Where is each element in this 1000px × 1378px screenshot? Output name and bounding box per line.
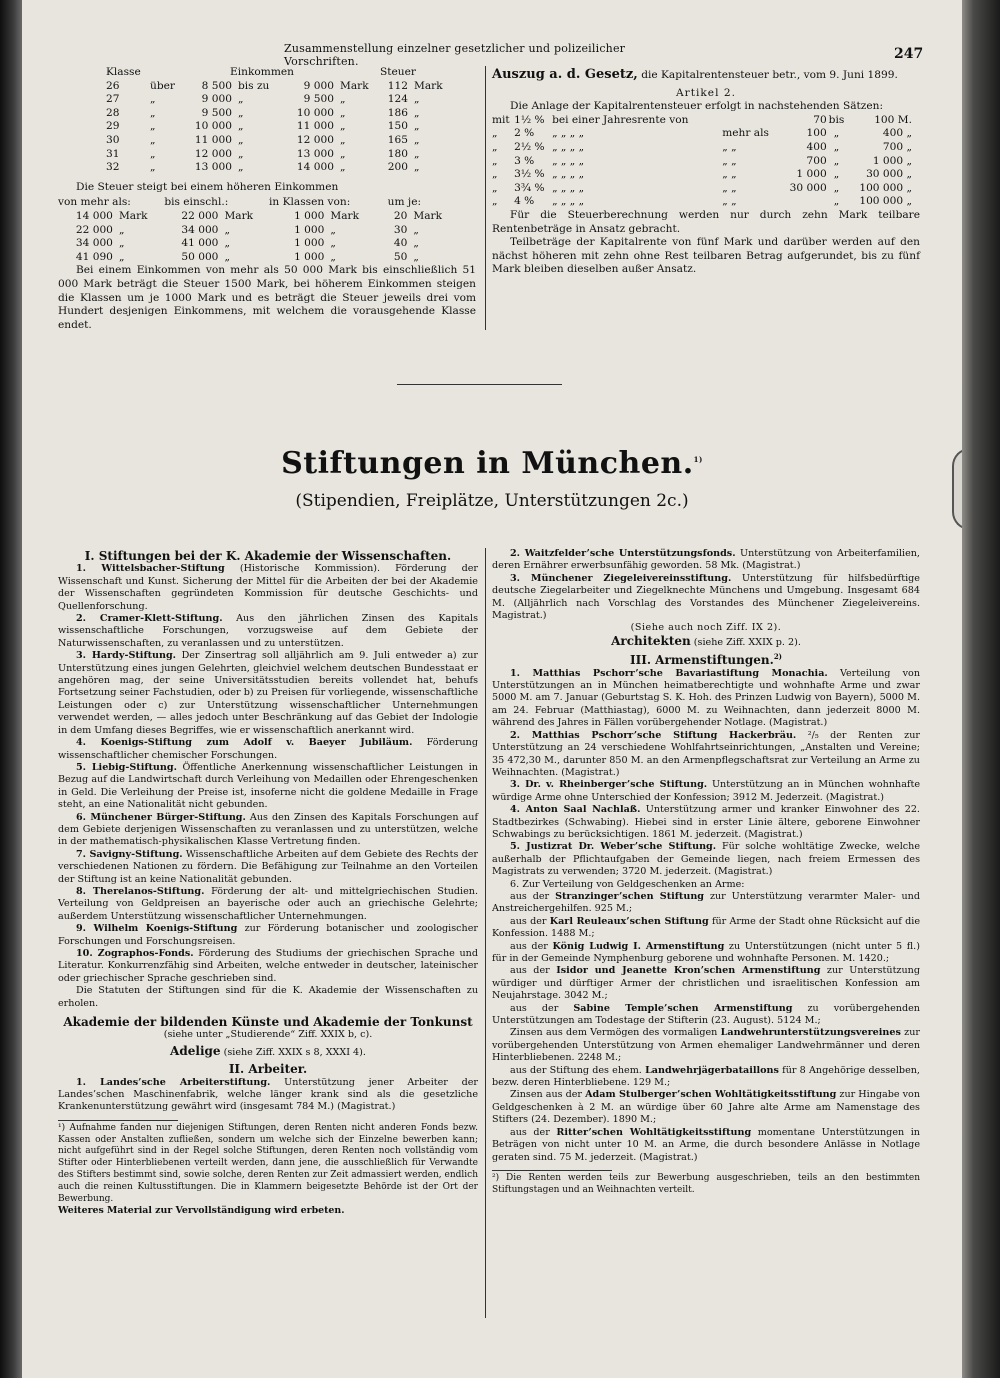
gift-source-prefix: aus der xyxy=(510,890,550,902)
foundation-description: Verteilung von Unterstützungen an in München heimatberechtigte und wohnhafte Arme und zwar 5000 M. am 7. Januar (Geburtstag S. K. Hoh. des Prinzen Ludwig von Bayern), 5000 M. am 24. Februar (Matthiastag), 6000 M. zu Weihnachten, dann jederzeit 8000 M. während des Jahres in Fällen vorübergehender Notlage. (Magistrat.) xyxy=(492,667,920,729)
section-heading-3 xyxy=(492,651,920,666)
tax-row xyxy=(106,148,448,162)
footnote-2: ²) Die Renten werden teils zur Bewerbung ausgeschrieben, teils an den bestimmten Stiftungstagen und an Weihnachten verteilt. xyxy=(492,1172,920,1195)
rise-cell: 50 xyxy=(393,250,408,263)
rate-row xyxy=(492,127,912,141)
rate-cell: „ xyxy=(833,127,840,140)
rate-cell: „ xyxy=(492,127,498,140)
rate-cell: 1 000 xyxy=(796,168,827,181)
footnote-1-closing: Weiteres Material zur Vervollständigung wird erbeten. xyxy=(58,1205,345,1217)
tax-cell: 10 000 xyxy=(194,120,232,133)
rate-cell: „ xyxy=(492,181,498,194)
rise-row xyxy=(58,210,458,224)
rate-cell: „ „ „ „ xyxy=(552,127,585,140)
rate-cell: 3 % xyxy=(514,154,535,167)
foundation-name: 9. Wilhelm Koenigs-Stiftung xyxy=(76,923,238,935)
tax-row xyxy=(106,107,448,121)
rise-cell: „ xyxy=(224,223,230,236)
foundation-entry xyxy=(492,548,920,573)
excerpt-title-rest: die Kapitalrentensteuer betr., vom 9. Juni 1899. xyxy=(641,69,898,81)
rise-cell: 41 000 xyxy=(181,237,219,250)
foundation-entry xyxy=(492,779,920,804)
rate-cell: 400 „ xyxy=(882,127,912,140)
excerpt-para-2: Teilbeträge der Kapitalrente von fünf Mark und darüber werden auf den nächst höheren mit zehn ohne Rest teilbaren Betrag aufgerundet, bis zu fünf Mark bleiben dieselben außer Ansatz. xyxy=(492,236,920,276)
foundation-description: Aus den jährlichen Zinsen des Kapitals wissenschaftliche Forschungen, vorzugsweise auf dem Gebiete der Naturwissenschaften, zu veranlassen und zu unterstützen. xyxy=(58,613,478,649)
foundation-entry xyxy=(58,886,478,923)
main-title xyxy=(22,446,962,481)
foundation-entry xyxy=(58,563,478,613)
tax-cell: 11 000 xyxy=(296,120,334,133)
gift-source-prefix: aus der xyxy=(510,940,548,952)
foundation-entry xyxy=(492,573,920,623)
adjacent-page-edge xyxy=(0,0,22,1378)
tax-cell: „ xyxy=(414,147,420,160)
footnote-1: ¹) Aufnahme fanden nur diejenigen Stiftungen, deren Renten nicht anderen Fonds bezw. Kassen oder Anstalten zufließen, sondern um welche sich der Einzelne bewerben kann; nicht aufgeführt sind in der Regel solche Stiftungen, deren Renten noch vollständig vom Stifter oder Hinterbliebenen verteilt werden, dann jene, die ausschließlich für Verwandte des Stifters bestimmt sind, sowie solche, deren Renten zur Zeit admassiert werden, endlich auch die reinen Kultusstiftungen. Die in Klammern beigesetzte Behörde ist der Ort der Bewerbung. xyxy=(58,1122,478,1204)
rise-cell: 40 xyxy=(393,237,408,250)
rise-cell: 50 000 xyxy=(181,250,219,263)
excerpt-title: Auszug a. d. Gesetz, xyxy=(492,67,638,82)
gift-source-entry xyxy=(492,941,920,966)
gift-source-prefix: Zinsen aus dem Vermögen des vormaligen xyxy=(510,1027,718,1039)
tax-cell: 150 xyxy=(387,120,408,133)
tax-row xyxy=(106,93,448,107)
foundation-entry xyxy=(58,812,478,849)
rise-cell: „ xyxy=(118,250,125,263)
tax-cell: „ xyxy=(340,93,346,106)
rise-cell: „ xyxy=(413,223,419,236)
rise-row xyxy=(58,251,458,265)
rise-cell: 1 000 xyxy=(294,223,325,236)
item-6-heading: 6. Zur Verteilung von Geldgeschenken an Arme: xyxy=(510,878,745,890)
foundation-description: Öffentliche Anerkennung wissenschaftlicher Leistungen in Bezug auf die Landwirtschaft durch Verleihung von Medaillen oder Ehrengeschenken in Geld. Die Verleihung der Preise ist, insoferne nicht die goldene Medaille in Frage steht, an eine Nationalität nicht gebunden. xyxy=(58,761,478,811)
rate-cell: „ „ xyxy=(722,168,737,181)
rise-header-um: um je: xyxy=(387,196,422,209)
tax-cell: 14 000 xyxy=(296,161,334,174)
rate-row xyxy=(492,114,912,128)
foundation-description: Unterstützung an in München wohnhafte würdige Arme ohne Unterschied der Konfession; 3912 M. Jederzeit. (Magistrat.) xyxy=(492,779,920,803)
rate-cell: „ „ „ „ xyxy=(552,181,585,194)
col-header-steuer: Steuer xyxy=(380,66,416,78)
foundation-entry xyxy=(58,923,478,948)
rise-cell: „ xyxy=(413,237,419,250)
tax-cell: „ xyxy=(414,93,420,106)
tax-cell: „ xyxy=(414,120,420,133)
rise-cell: „ xyxy=(224,237,230,250)
col-header-klasse: Klasse xyxy=(106,66,141,78)
tax-cell: 180 xyxy=(387,147,408,160)
rate-cell: 30 000 „ xyxy=(866,168,912,181)
foundation-entry xyxy=(58,737,478,762)
book-page xyxy=(22,0,962,1378)
tax-table-block xyxy=(58,66,476,332)
gift-source-text: zu Unterstützungen (nicht unter 5 fl.) für in der Gemeinde Nymphenburg geborene und wohnhafte Personen. M. 1420.; xyxy=(492,940,920,964)
gift-source-text: für 8 Angehörige desselben, bezw. deren Hinterbliebene. 129 M.; xyxy=(492,1064,920,1089)
rate-cell: „ „ „ „ xyxy=(552,168,585,181)
foundation-description: ²/₅ der Renten zur Unterstützung an 24 verschiedene Wohlfahrtseinrichtungen, „Anstalten und Vereine; 35 472,30 M., darunter 850 M. an den Armenpflegschaftsrat zur Verteilung an Arme zu Weihnachten. (Magistrat.) xyxy=(492,729,920,778)
tax-cell: „ xyxy=(340,147,346,160)
foundation-description: Für solche wohltätige Zwecke, welche außerhalb der Pflichtaufgaben der Gemeinde liegen, nach freiem Ermessen des Magistrats zu verwenden; 3720 M. jederzeit. (Magistrat.) xyxy=(492,841,921,878)
rise-cell: Mark xyxy=(118,209,148,222)
rate-cell: „ „ „ „ xyxy=(552,195,585,208)
foundation-name: 3. Hardy-Stiftung. xyxy=(76,650,177,662)
rise-cell: 1 000 xyxy=(294,209,325,222)
tax-cell: 27 xyxy=(106,93,120,106)
tax-cell: 186 xyxy=(387,106,408,119)
rise-cell: „ xyxy=(330,237,336,250)
gift-source-entry xyxy=(492,1065,920,1090)
rate-cell: „ xyxy=(833,181,840,194)
rate-row xyxy=(492,155,912,169)
tax-cell: „ xyxy=(150,147,156,160)
rise-cell: 1 000 xyxy=(294,250,325,263)
rate-cell xyxy=(722,114,780,128)
foundation-description: Förderung des Studiums der griechischen Sprache und Literatur. Konkurrenzfähig sind Arbeiten, welche entweder in deutscher, lateinischer oder griechischer Sprache geschrieben sind. xyxy=(58,948,478,984)
rate-cell: 1½ % xyxy=(514,113,545,126)
foundation-name: 1. Matthias Pschorr’sche Bavariastiftung Monachia. xyxy=(510,667,828,679)
gift-source-name: Ritter’schen Wohltätigkeitsstiftung xyxy=(556,1126,752,1138)
excerpt-intro: Die Anlage der Kapitalrentensteuer erfolgt in nachstehenden Sätzen: xyxy=(510,100,884,113)
gift-source-name: Landwehrunterstützungsvereines xyxy=(720,1027,901,1039)
gift-source-prefix: aus der Stiftung des ehem. xyxy=(510,1064,642,1076)
foundation-name: 10. Zographos-Fonds. xyxy=(76,948,194,959)
rate-cell: 100 M. xyxy=(874,113,912,126)
gift-source-text: zur vorübergehenden Unterstützung von Armen ehemaliger Landwehrmänner und deren Hinterbliebenen. 2248 M.; xyxy=(492,1027,920,1064)
gift-source-prefix: aus der xyxy=(510,1002,559,1014)
rate-cell: 100 000 „ xyxy=(859,195,912,208)
gift-source-entry xyxy=(492,916,920,941)
rate-cell: mit xyxy=(492,113,510,126)
tax-row xyxy=(106,120,448,134)
tax-row xyxy=(106,134,448,148)
income-tax-table xyxy=(106,66,448,175)
tax-cell: „ xyxy=(150,120,156,133)
main-title-footnote-mark: 1) xyxy=(693,455,703,464)
architekten-reference: (siehe Ziff. XXIX p. 2). xyxy=(693,636,801,648)
foundation-description: Unterstützung von Arbeiterfamilien, deren Ernährer erwerbsunfähig geworden. 58 Mk. (Magistrat.) xyxy=(492,548,920,572)
foundation-description: (Historische Kommission). Förderung der Wissenschaft und Kunst. Sicherung der Mittel für die Arbeiten der bei der Akademie der Wissenschaften gegründeten Kommission für deutsche Geschichts- und Quellenforschung. xyxy=(58,563,478,612)
running-header: Zusammenstellung einzelner gesetzlicher und polizeilicher Vorschriften. xyxy=(284,42,626,68)
gift-source-entry xyxy=(492,1027,920,1064)
rate-cell: mehr als xyxy=(722,127,769,140)
rise-cell: Mark xyxy=(330,209,360,222)
rate-cell: 70 xyxy=(813,113,827,126)
foundation-name: 2. Cramer-Klett-Stiftung. xyxy=(76,613,223,625)
rise-header-klassen: in Klassen von: xyxy=(269,196,351,209)
gift-source-text: für Arme der Stadt ohne Rücksicht auf die Konfession. 1488 M.; xyxy=(492,915,920,940)
rate-cell: „ „ „ „ xyxy=(552,154,585,167)
tax-cell: 10 000 xyxy=(296,106,334,119)
rate-cell: 100 xyxy=(806,127,827,140)
rise-cell: 34 000 xyxy=(75,237,113,250)
tax-cell: „ xyxy=(238,120,244,133)
foundation-name: 1. Wittelsbacher-Stiftung xyxy=(76,563,225,575)
foundation-name: 4. Anton Saal Nachlaß. xyxy=(510,804,641,816)
foundation-description: Wissenschaftliche Arbeiten auf dem Gebiete des Rechts der verschiedenen Nationen zu fördern. Die Befähigung zur Teilnahme an den Vorteilen der Stiftung ist an keine Nationalität gebunden. xyxy=(58,848,478,885)
page-number: 247 xyxy=(894,46,924,62)
rate-row xyxy=(492,195,912,209)
foundation-description: Förderung der alt- und mittelgriechischen Studien. Verteilung von Geldpreisen an bayerische oder auch an griechische Gelehrte; außerdem Unterstützung wissenschaftlicher Unternehmungen. xyxy=(58,885,479,922)
adelige-reference: (siehe Ziff. XXIX s 8, XXXI 4). xyxy=(223,1046,366,1058)
tax-cell: 11 000 xyxy=(194,133,232,146)
rate-row xyxy=(492,182,912,196)
section-heading-1: I. Stiftungen bei der K. Akademie der Wissenschaften. xyxy=(84,549,452,563)
foundation-name: 6. Münchener Bürger-Stiftung. xyxy=(76,811,246,823)
tax-cell: „ xyxy=(150,93,156,106)
foundation-entry xyxy=(492,841,920,878)
foundation-description: Unterstützung armer und kranker Einwohner des 22. Stadtbezirkes (Schwabing). Hiebei sind in erster Linie ältere, geborene Einwohner Schwabings zu berücksichtigen. 1861 M. jederzeit. (Magistrat.) xyxy=(492,804,920,840)
rise-row xyxy=(58,224,458,238)
architekten-heading: Architekten xyxy=(611,633,691,648)
gift-source-text: zur Unterstützung verarmter Maler- und Anstreichergehilfen. 925 M.; xyxy=(492,890,920,915)
rate-cell: „ xyxy=(492,154,498,167)
rate-cell: bis xyxy=(828,113,845,126)
akademie-reference: (siehe unter „Studierende“ Ziff. XXIX b, c). xyxy=(163,1029,373,1041)
tax-cell: 29 xyxy=(106,120,120,133)
tax-cell: „ xyxy=(340,133,346,146)
foundation-entry xyxy=(58,948,478,985)
rate-cell: 2½ % xyxy=(514,140,545,153)
article-heading: Artikel 2. xyxy=(676,86,736,99)
rise-table xyxy=(58,196,458,264)
tax-cell: 32 xyxy=(106,161,120,174)
foundation-description: Förderung wissenschaftlicher chemischer Forschungen. xyxy=(58,737,478,761)
section-3-footnote-mark: 2) xyxy=(773,652,782,662)
col-header-einkommen: Einkommen xyxy=(230,66,294,78)
rate-cell: „ „ xyxy=(722,154,737,167)
foundation-name: 7. Savigny-Stiftung. xyxy=(76,848,183,860)
rate-cell: 3¾ % xyxy=(514,181,545,194)
tax-cell: „ xyxy=(150,161,156,174)
gift-source-name: Sabine Temple’schen Armenstiftung xyxy=(573,1002,793,1014)
foundation-name: 5. Justizrat Dr. Weber’sche Stiftung. xyxy=(510,841,717,853)
rate-cell: 4 % xyxy=(514,195,535,208)
rise-cell: „ xyxy=(330,250,336,263)
main-subtitle: (Stipendien, Freiplätze, Unterstützungen 2c.) xyxy=(295,491,689,511)
excerpt-para-1: Für die Steuerberechnung werden nur durch zehn Mark teilbare Rentenbeträge in Ansatz gebracht. xyxy=(492,208,920,235)
gift-source-entry xyxy=(492,1003,920,1028)
arbeiter-item-1-head: 1. Landes’sche Arbeiterstiftung. xyxy=(76,1076,271,1088)
tax-cell: „ xyxy=(340,161,346,174)
rate-cell: 700 xyxy=(806,154,827,167)
gift-source-entry xyxy=(492,891,920,916)
rate-row xyxy=(492,141,912,155)
rate-cell: „ xyxy=(492,195,498,208)
section-heading-2: II. Arbeiter. xyxy=(228,1062,308,1077)
rise-cell: „ xyxy=(224,250,230,263)
page-tab-marker xyxy=(952,448,962,530)
tax-cell: „ xyxy=(150,133,156,146)
rise-cell: 41 090 xyxy=(75,250,113,263)
left-column xyxy=(58,548,478,1218)
rate-cell: 3½ % xyxy=(514,168,545,181)
rise-cell: „ xyxy=(413,250,419,263)
tax-cell: 165 xyxy=(387,133,408,146)
foundation-description: Der Zinsertrag soll alljährlich am 9. Juli entweder a) zur Unterstützung eines jungen Gelehrten, gleichviel welchem deutschen Bundesstaat er angehören mag, der seine Universitätsstudien bereits vollendet hat, behufs Fortsetzung seiner Fachstudien, oder b) zu Preisen für vorliegende, wissenschaftliche Leistungen oder c) zur Unterstützung wissenschaftlicher Unternehmungen verwendet werden, — alles jedoch unter Beschränkung auf das Gebiet der Indologie in dem Umfang dieses Begriffes, wie er wissenschaftlich anerkannt wird. xyxy=(58,650,478,736)
rate-cell: „ xyxy=(492,140,498,153)
rate-cell: „ xyxy=(833,140,840,153)
rise-cell: „ xyxy=(330,223,336,236)
gift-source-prefix: aus der xyxy=(510,965,550,977)
rise-row xyxy=(58,237,458,251)
foundation-name: 4. Koenigs-Stiftung zum Adolf v. Baeyer Jubiläum. xyxy=(76,737,413,749)
gift-source-entry xyxy=(492,965,920,1002)
rate-cell: „ „ xyxy=(722,140,737,153)
tax-cell: 124 xyxy=(387,93,408,106)
tax-cell: „ xyxy=(238,147,244,160)
foundation-name: 2. Waitzfelder’sche Unterstützungsfonds. xyxy=(510,548,736,559)
foundation-description: zur Förderung botanischer und zoologischer Forschungen und Forschungsreisen. xyxy=(58,923,478,947)
gift-source-name: König Ludwig I. Armenstiftung xyxy=(552,940,725,952)
tax-cell: „ xyxy=(414,133,420,146)
rate-cell: „ xyxy=(833,154,840,167)
tax-cell: 9 500 xyxy=(303,93,334,106)
rate-cell: „ xyxy=(833,168,840,181)
gift-source-name: Adam Stulberger’schen Wohltätigkeitsstiftung xyxy=(585,1089,837,1101)
gift-source-entry xyxy=(492,1089,920,1126)
gift-source-text: zur Hingabe von Geldgeschenken à 2 M. an würdige über 60 Jahre alte Arme am Namenstage des Stifters (24. Dezember). 1890 M.; xyxy=(492,1089,921,1126)
tax-cell: 8 500 xyxy=(201,79,232,92)
tax-row xyxy=(106,80,448,94)
foundation-name: 5. Liebig-Stiftung. xyxy=(76,761,177,773)
siehe-reference: (Siehe auch noch Ziff. IX 2). xyxy=(630,622,782,634)
foundation-name: 3. Dr. v. Rheinberger’sche Stiftung. xyxy=(510,779,708,791)
gift-source-prefix: aus der xyxy=(510,1126,550,1138)
foundation-entry xyxy=(58,613,478,650)
foundation-name: 2. Matthias Pschorr’sche Stiftung Hackerbräu. xyxy=(510,729,797,741)
section-separator xyxy=(397,384,562,385)
rise-header-von: von mehr als: xyxy=(58,196,131,209)
adelige-heading: Adelige xyxy=(170,1043,221,1058)
tax-cell: „ xyxy=(238,106,244,119)
gift-source-name: Karl Reuleaux’schen Stiftung xyxy=(549,915,709,927)
tax-cell: „ xyxy=(238,133,244,146)
column-divider-top xyxy=(485,66,486,330)
rise-cell: 22 000 xyxy=(181,209,219,222)
page-edge-shadow xyxy=(962,0,1000,1378)
foundation-description: Unterstützung für hilfsbedürftige deutsche Ziegelarbeiter und Ziegelknechte Münchens und Umgebung. Insgesamt 684 M. (Alljährlich nach Vorschlag des Vorstandes des Münchener Ziegeleivereins. Magistrat.) xyxy=(492,572,920,622)
tax-cell: 30 xyxy=(106,133,120,146)
tax-note: Bei einem Einkommen von mehr als 50 000 Mark bis einschließlich 51 000 Mark beträgt die Steuer 1500 Mark, bei höherem Einkommen steigen die Klassen um je 1000 Mark und es beträgt die Steuer jeweils drei vom Hundert desjenigen Einkommens, mit welchem die vorausgehende Klasse endet. xyxy=(58,264,476,331)
rate-cell: „ „ xyxy=(722,195,737,208)
right-column xyxy=(492,548,920,1197)
tax-cell: „ xyxy=(238,161,244,174)
foundation-entry xyxy=(58,849,478,886)
tax-cell: 28 xyxy=(106,106,120,119)
gift-source-prefix: aus der xyxy=(510,915,547,927)
foundation-description: Aus den Zinsen des Kapitals Forschungen auf dem Gebiete derjenigen Wissenschaften zu veranlassen und zu unterstützen, welche in der mathematisch-physikalischen Klasse Vertretung finden. xyxy=(58,811,478,848)
tax-cell: 9 500 xyxy=(201,106,232,119)
footnote-rule-2 xyxy=(492,1170,612,1171)
gift-source-text: momentane Unterstützungen in Beträgen von nicht unter 10 M. an Arme, die durch besondere Anlässe in Notlage geraten sind. 75 M. jederzeit. (Magistrat.) xyxy=(492,1126,920,1163)
rate-cell: „ xyxy=(833,195,840,208)
gift-source-prefix: Zinsen aus der xyxy=(510,1089,583,1101)
rate-cell: 2 % xyxy=(514,127,535,140)
rate-cell: „ „ xyxy=(722,181,737,194)
gift-source-name: Landwehrjägerbataillons xyxy=(645,1064,779,1076)
rate-cell xyxy=(781,195,827,209)
tax-cell: bis zu xyxy=(238,79,270,92)
tax-cell: über xyxy=(150,79,175,92)
tax-cell: „ xyxy=(340,120,346,133)
rate-row xyxy=(492,168,912,182)
rate-cell: 400 xyxy=(806,140,827,153)
rate-cell: 1 000 „ xyxy=(872,154,912,167)
rise-cell: Mark xyxy=(224,209,254,222)
rise-cell: 14 000 xyxy=(75,209,113,222)
arbeiter-item-1-text: Unterstützung jener Arbeiter der Landes’schen Maschinenfabrik, welche länger krank sind als die gesetzliche Krankenunterstützung gewährt wird (insgesamt 784 M.) (Magistrat.) xyxy=(58,1076,479,1113)
rate-cell: „ „ „ „ xyxy=(552,140,585,153)
excerpt-block xyxy=(492,68,920,277)
column-divider-bottom xyxy=(485,548,486,1318)
tax-cell: Mark xyxy=(340,79,369,92)
gift-source-text: zur Unterstützung würdiger und dürftiger Armer der christlichen und israelitischen Konfession am Neujahrstage. 3042 M.; xyxy=(492,965,920,1002)
rise-cell: 1 000 xyxy=(294,237,325,250)
tax-cell: 112 xyxy=(387,79,408,92)
rise-text: Die Steuer steigt bei einem höheren Einkommen xyxy=(76,180,339,193)
rise-cell: 22 000 xyxy=(75,223,113,236)
foundation-name: 3. Münchener Ziegeleivereinsstiftung. xyxy=(510,572,732,584)
rise-cell: „ xyxy=(118,223,125,236)
foundation-name: 8. Therelanos-Stiftung. xyxy=(76,885,205,897)
rise-cell: 20 xyxy=(393,209,408,222)
tax-cell: „ xyxy=(150,106,156,119)
main-title-text: Stiftungen in München. xyxy=(281,446,694,481)
gift-source-text: zu vorübergehenden Unterstützungen am Todestage der Stifterin (23. August). 5124 M.; xyxy=(492,1002,920,1027)
rise-cell: 34 000 xyxy=(181,223,219,236)
rise-cell: 30 xyxy=(393,223,408,236)
tax-cell: 12 000 xyxy=(194,147,232,160)
gift-source-name: Stranzinger’schen Stiftung xyxy=(555,890,705,902)
tax-cell: Mark xyxy=(414,79,443,92)
foundation-entry xyxy=(58,762,478,812)
tax-cell: 13 000 xyxy=(194,161,232,174)
tax-cell: „ xyxy=(414,106,420,119)
tax-cell: 9 000 xyxy=(201,93,232,106)
section-3-text: III. Armenstiftungen. xyxy=(629,653,774,668)
rate-cell: 30 000 xyxy=(789,181,827,194)
rise-cell: „ xyxy=(118,237,125,250)
footnote-rule xyxy=(58,1120,178,1121)
akademie-heading: Akademie der bildenden Künste und Akademie der Tonkunst xyxy=(63,1015,473,1030)
tax-cell: 9 000 xyxy=(303,79,334,92)
tax-cell: 200 xyxy=(387,161,408,174)
foundation-entry xyxy=(58,650,478,737)
rise-cell: Mark xyxy=(413,209,442,222)
tax-cell: 13 000 xyxy=(296,147,334,160)
foundation-entry xyxy=(492,668,920,730)
tax-cell: „ xyxy=(238,93,244,106)
tax-cell: 26 xyxy=(106,79,120,92)
tax-cell: „ xyxy=(340,106,346,119)
rate-cell: 700 „ xyxy=(882,140,912,153)
rate-table xyxy=(492,114,912,209)
rate-cell: 100 000 „ xyxy=(859,181,912,194)
tax-cell: 12 000 xyxy=(296,133,334,146)
gift-source-entry xyxy=(492,1127,920,1164)
tax-cell: „ xyxy=(414,161,420,174)
gift-source-name: Isidor und Jeanette Kron’schen Armenstiftung xyxy=(556,965,821,977)
tax-cell: 31 xyxy=(106,147,120,160)
statuten-note: Die Statuten der Stiftungen sind für die K. Akademie der Wissenschaften zu erholen. xyxy=(58,985,478,1009)
rate-cell: „ xyxy=(492,168,498,181)
tax-row xyxy=(106,161,448,175)
foundation-entry xyxy=(492,730,920,780)
rise-header-bis: bis einschl.: xyxy=(164,196,229,209)
rate-cell: bei einer Jahresrente von xyxy=(552,113,689,126)
foundation-entry xyxy=(492,804,920,841)
